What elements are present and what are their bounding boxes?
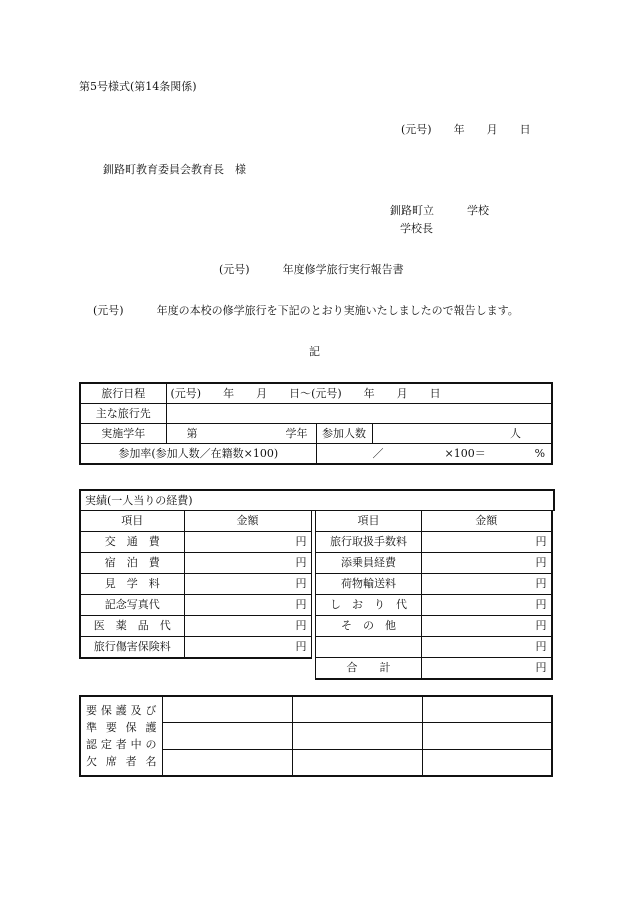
item-label: 旅行取扱手数料 — [316, 532, 422, 553]
item-label: 旅行傷害保険料 — [80, 637, 184, 659]
table-row — [80, 595, 311, 616]
amount-cell[interactable]: 円 — [422, 637, 552, 658]
body-text: (元号) 年度の本校の修学旅行を下記のとおり実施いたしましたので報告します。 — [93, 304, 519, 317]
absent-name-cell[interactable] — [292, 749, 422, 776]
amount-cell[interactable]: 円 — [422, 532, 552, 553]
destination-value[interactable] — [166, 404, 552, 424]
amount-cell[interactable]: 円 — [422, 595, 552, 616]
form-number: 第5号様式(第14条関係) — [79, 80, 197, 93]
absent-label-line-1: 要保護及び — [86, 704, 157, 717]
item-label: そ の 他 — [316, 616, 422, 637]
item-label — [316, 637, 422, 658]
amount-cell[interactable]: 円 — [422, 616, 552, 637]
amount-cell[interactable]: 円 — [184, 637, 311, 659]
amount-cell[interactable]: 円 — [184, 574, 311, 595]
amount-cell[interactable]: 円 — [422, 553, 552, 574]
col-amount-header: 金額 — [184, 511, 311, 532]
rate-formula: ×100＝ — [444, 447, 486, 460]
table-row — [80, 574, 311, 595]
rate-slash: ／ — [372, 447, 384, 460]
absent-label — [80, 696, 162, 776]
item-label: し お り 代 — [316, 595, 422, 616]
item-label: 記念写真代 — [80, 595, 184, 616]
col-amount-header: 金額 — [422, 511, 552, 532]
expense-table-right — [315, 510, 553, 680]
date-line: (元号) 年 月 日 — [401, 123, 531, 136]
absent-table — [79, 695, 553, 777]
schedule-label: 旅行日程 — [80, 383, 166, 404]
amount-cell[interactable]: 円 — [184, 532, 311, 553]
schedule-value[interactable]: (元号) 年 月 日〜(元号) 年 月 日 — [166, 383, 552, 404]
grade-suffix: 学年 — [285, 427, 308, 440]
destination-label: 主な旅行先 — [80, 404, 166, 424]
item-label: 医 薬 品 代 — [80, 616, 184, 637]
rate-value[interactable] — [316, 444, 552, 465]
rate-unit: % — [534, 447, 546, 460]
absent-name-cell[interactable] — [162, 696, 292, 723]
amount-cell[interactable]: 円 — [184, 595, 311, 616]
table-row — [316, 532, 552, 553]
participants-value[interactable] — [372, 424, 552, 444]
document-title: (元号) 年度修学旅行実行報告書 — [219, 263, 404, 276]
table-row — [80, 511, 311, 532]
total-amount[interactable]: 円 — [422, 658, 552, 680]
table-row — [316, 595, 552, 616]
item-label: 見 学 料 — [80, 574, 184, 595]
item-label: 宿 泊 費 — [80, 553, 184, 574]
absent-name-cell[interactable] — [292, 696, 422, 723]
table-row — [316, 658, 552, 680]
table-row — [316, 574, 552, 595]
participants-label: 参加人数 — [316, 424, 372, 444]
table-row — [80, 553, 311, 574]
col-item-header: 項目 — [80, 511, 184, 532]
absent-label-line-4: 欠席者名 — [86, 755, 157, 768]
table-row — [316, 553, 552, 574]
table-row — [316, 637, 552, 658]
absent-label-line-3: 認定者中の — [86, 738, 157, 751]
total-label: 合 計 — [316, 658, 422, 680]
absent-name-cell[interactable] — [162, 723, 292, 749]
amount-cell[interactable]: 円 — [184, 616, 311, 637]
trip-table — [79, 382, 553, 465]
absent-name-cell[interactable] — [162, 749, 292, 776]
school-name-line: 釧路町立 学校 — [390, 204, 489, 217]
col-item-header: 項目 — [316, 511, 422, 532]
absent-name-cell[interactable] — [422, 696, 552, 723]
absent-name-cell[interactable] — [292, 723, 422, 749]
principal-line: 学校長 — [400, 222, 433, 235]
expense-table-left — [79, 510, 312, 659]
addressee: 釧路町教育委員会教育長 様 — [103, 163, 246, 176]
table-row — [80, 616, 311, 637]
item-label: 交 通 費 — [80, 532, 184, 553]
item-label: 荷物輸送料 — [316, 574, 422, 595]
expense-caption: 実績(一人当りの経費) — [79, 489, 555, 511]
ki-heading: 記 — [309, 345, 320, 358]
grade-label: 実施学年 — [80, 424, 166, 444]
rate-label: 参加率(参加人数／在籍数×100) — [80, 444, 316, 465]
absent-label-line-2: 準要保護 — [86, 721, 157, 734]
table-row — [80, 532, 311, 553]
absent-name-cell[interactable] — [422, 749, 552, 776]
table-row — [316, 616, 552, 637]
grade-value[interactable] — [166, 424, 316, 444]
absent-name-cell[interactable] — [422, 723, 552, 749]
item-label: 添乗員経費 — [316, 553, 422, 574]
participants-unit: 人 — [510, 426, 522, 440]
grade-prefix: 第 — [186, 427, 198, 440]
table-row — [80, 637, 311, 659]
table-row — [316, 511, 552, 532]
amount-cell[interactable]: 円 — [184, 553, 311, 574]
amount-cell[interactable]: 円 — [422, 574, 552, 595]
